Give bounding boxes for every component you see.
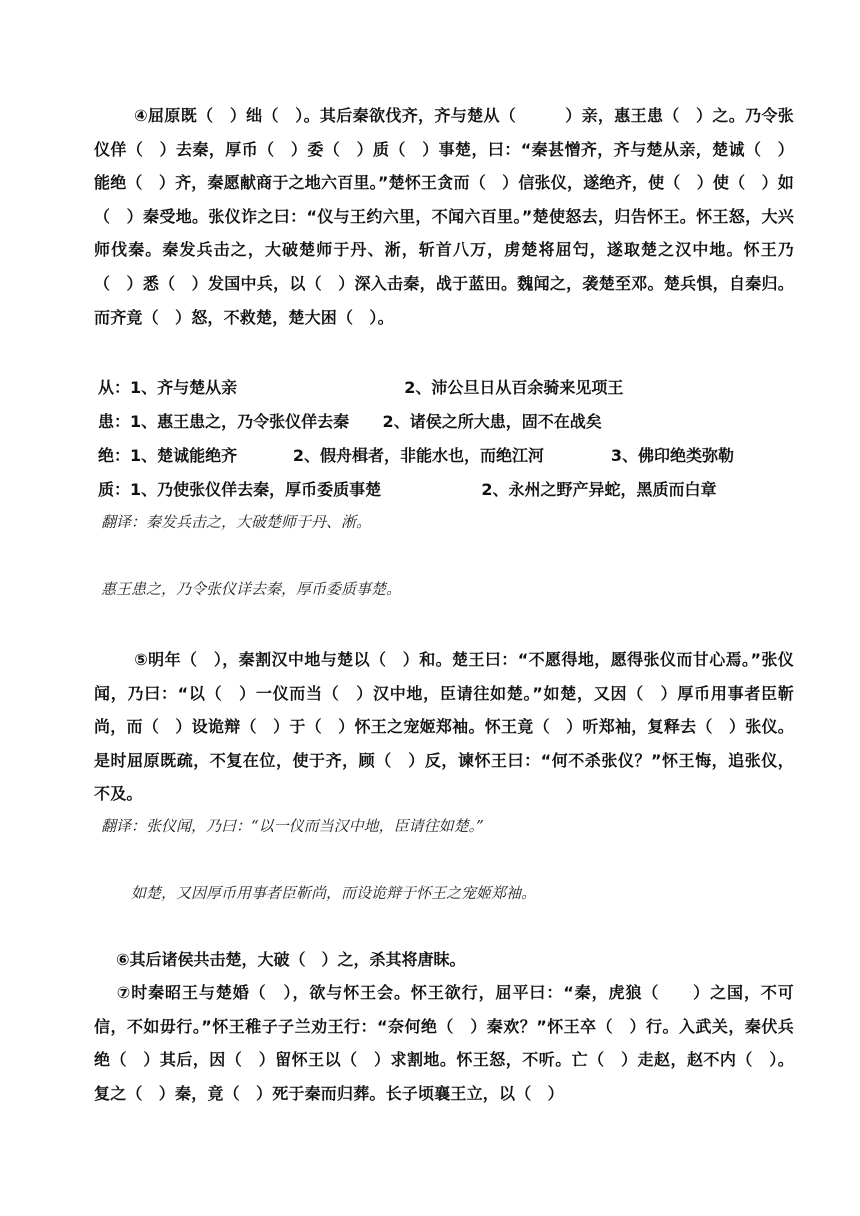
translation-2a: 翻译：张仪闻，乃曰：“以一仪而当汉中地，臣请往如楚。”: [101, 817, 484, 835]
paragraph-5-text: ⑤明年（ ），秦割汉中地与楚以（ ）和。楚王曰：“不愿得地，愿得张仪而甘心焉。”张仪闻，乃曰：“以（ ）一仪而当（ ）汉中地，臣请往如楚。”如楚，又因（ ）厚币用事者臣靳尚，而（ ）设诡辩（ ）于（ ）怀王之宠姬郑袖。怀王竟（ ）听郑袖，复释去（ ）张仪。是时屈原既疏，不复在位，使于齐，顾（ ）反，谏怀王曰：“何不杀张仪？”怀王悔，追张仪，不及。: [94, 650, 794, 804]
paragraph-6: ⑥其后诸侯共击楚，大破（ ）之，杀其将唐眜。: [116, 950, 466, 969]
paragraph-4: [94, 99, 794, 334]
paragraph-5: [94, 643, 794, 811]
vocab-line-cong: 从：1、齐与楚从亲 2、沛公旦日从百余骑来见项王: [98, 378, 624, 397]
vocab-line-huan: 患：1、惠王患之，乃令张仪佯去秦 2、诸侯之所大患，固不在战矣: [98, 412, 602, 431]
paragraph-4-text: ④屈原既（ ）绌（ ）。其后秦欲伐齐，齐与楚从（ ）亲，惠王患（ ）之。乃令张仪佯（ ）去秦，厚币（ ）委（ ）质（ ）事楚，曰：“秦甚憎齐，齐与楚从亲，楚诚（ ）能绝（ ）齐，秦愿献商于之地六百里。”楚怀王贪而（ ）信张仪，遂绝齐，使（ ）使（ ）如（ ）秦受地。张仪诈之曰：“仪与王约六里，不闻六百里。”楚使怒去，归告怀王。怀王怒，大兴师伐秦。秦发兵击之，大破楚师于丹、淅，斩首八万，虏楚将屈匄，遂取楚之汉中地。怀王乃（ ）悉（ ）发国中兵，以（ ）深入击秦，战于蓝田。魏闻之，袭楚至邓。楚兵惧，自秦归。而齐竟（ ）怒，不救楚，楚大困（ ）。: [94, 106, 794, 327]
paragraph-7-text: ⑦时秦昭王与楚婚（ ），欲与怀王会。怀王欲行，屈平曰：“秦，虎狼（ ）之国，不可信，不如毋行。”怀王稚子子兰劝王行：“奈何绝（ ）秦欢？”怀王卒（ ）行。入武关，秦伏兵绝（ ）其后，因（ ）留怀王以（ ）求割地。怀王怒，不听。亡（ ）走赵，赵不内（ ）。复之（ ）秦，竟（ ）死于秦而归葬。长子顷襄王立，以（ ）: [94, 983, 794, 1103]
translation-2b: 如楚，又因厚币用事者臣靳尚，而设诡辩于怀王之宠姬郑袖。: [131, 884, 537, 902]
translation-1b: 惠王患之，乃令张仪详去秦，厚币委质事楚。: [101, 580, 402, 598]
vocab-line-zhi: 质：1、乃使张仪佯去秦，厚币委质事楚 2、永州之野产异蛇，黑质而白章: [98, 480, 717, 499]
vocab-line-jue: 绝：1、楚诚能绝齐 2、假舟楫者，非能水也，而绝江河 3、佛印绝类弥勒: [98, 446, 734, 465]
translation-1a: 翻译：秦发兵击之，大破楚师于丹、淅。: [101, 513, 372, 531]
paragraph-7: [94, 976, 794, 1110]
